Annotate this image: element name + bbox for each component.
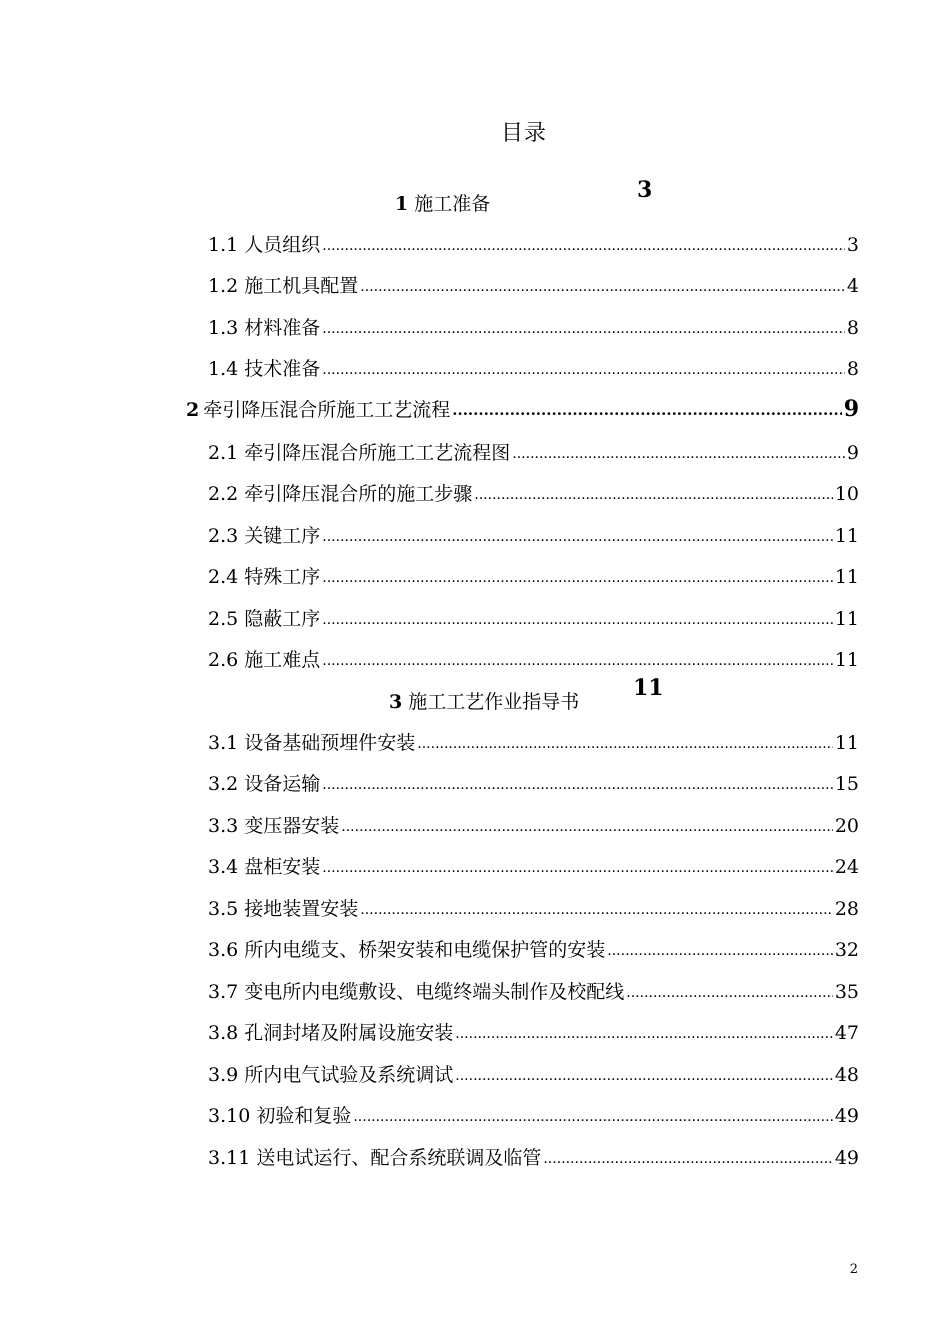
dot-leader bbox=[322, 860, 833, 876]
toc-entry-label: 3.7 变电所内电缆敷设、电缆终端头制作及校配线 bbox=[208, 981, 625, 1003]
footer-page-number: 2 bbox=[849, 1262, 858, 1277]
toc-entry-label: 3.6 所内电缆支、桥架安装和电缆保护管的安装 bbox=[208, 939, 606, 961]
toc-entry[interactable] bbox=[208, 894, 859, 922]
toc-entry-label: 3.2 设备运输 bbox=[208, 773, 321, 795]
toc-entry-label: 2.4 特殊工序 bbox=[208, 566, 321, 588]
dot-leader bbox=[543, 1151, 832, 1167]
chapter-2-heading[interactable] bbox=[186, 395, 859, 423]
toc-entry-page: 15 bbox=[834, 773, 859, 795]
toc-entry[interactable] bbox=[208, 811, 859, 839]
dot-leader bbox=[360, 279, 845, 295]
toc-entry-page: 11 bbox=[834, 525, 859, 547]
toc-entry[interactable] bbox=[208, 977, 859, 1005]
toc-entry-page: 4 bbox=[846, 275, 859, 297]
dot-leader bbox=[341, 819, 833, 835]
chapter-page: 9 bbox=[843, 396, 859, 422]
toc-entry-label: 3.4 盘柜安装 bbox=[208, 856, 321, 878]
dot-leader bbox=[455, 1026, 833, 1042]
toc-entry[interactable] bbox=[208, 271, 859, 299]
dot-leader bbox=[360, 902, 833, 918]
chapter-1-heading[interactable] bbox=[395, 177, 653, 216]
toc-entry-page: 20 bbox=[834, 815, 859, 837]
toc-entry-page: 24 bbox=[834, 856, 859, 878]
toc-entry-label: 3.9 所内电气试验及系统调试 bbox=[208, 1064, 454, 1086]
dot-leader bbox=[452, 401, 841, 419]
toc-entry-label: 3.11 送电试运行、配合系统联调及临管 bbox=[208, 1147, 542, 1169]
chapter-page: 3 bbox=[637, 177, 653, 203]
toc-entry-label: 1.1 人员组织 bbox=[208, 234, 321, 256]
chapter-number: 3 bbox=[389, 691, 403, 713]
page-title: 目录 bbox=[500, 121, 547, 146]
dot-leader bbox=[322, 362, 845, 378]
dot-leader bbox=[417, 736, 833, 752]
toc-entry-label: 2.5 隐蔽工序 bbox=[208, 608, 321, 630]
toc-entry-page: 11 bbox=[834, 732, 859, 754]
toc-entry-page: 8 bbox=[846, 358, 859, 380]
toc-entry-label: 3.1 设备基础预埋件安装 bbox=[208, 732, 416, 754]
toc-entry[interactable] bbox=[208, 521, 859, 549]
toc-entry-label: 2.6 施工难点 bbox=[208, 649, 321, 671]
toc-entry-label: 2.1 牵引降压混合所施工工艺流程图 bbox=[208, 442, 511, 464]
toc-entry-label: 3.5 接地装置安装 bbox=[208, 898, 359, 920]
toc-entry-label: 3.8 孔洞封堵及附属设施安装 bbox=[208, 1022, 454, 1044]
chapter-label: 施工工艺作业指导书 bbox=[408, 691, 580, 713]
toc-entry-page: 11 bbox=[834, 566, 859, 588]
dot-leader bbox=[322, 612, 833, 628]
toc-entry-label: 1.3 材料准备 bbox=[208, 317, 321, 339]
dot-leader bbox=[353, 1109, 832, 1125]
toc-entry-label: 2.2 牵引降压混合所的施工步骤 bbox=[208, 483, 473, 505]
toc-entry-page: 32 bbox=[834, 939, 859, 961]
toc-entry[interactable] bbox=[208, 645, 859, 673]
chapter-label: 施工准备 bbox=[414, 193, 491, 215]
toc-entry-page: 3 bbox=[846, 234, 859, 256]
dot-leader bbox=[512, 446, 845, 462]
chapter-label: 牵引降压混合所施工工艺流程 bbox=[203, 399, 451, 421]
dot-leader bbox=[474, 487, 833, 503]
toc-entry-label: 3.3 变压器安装 bbox=[208, 815, 340, 837]
toc-entry-page: 11 bbox=[834, 608, 859, 630]
dot-leader bbox=[626, 985, 833, 1001]
dot-leader bbox=[322, 529, 833, 545]
dot-leader bbox=[322, 321, 845, 337]
chapter-page: 11 bbox=[633, 675, 664, 701]
toc-entry[interactable] bbox=[208, 1143, 859, 1171]
toc-entry-page: 10 bbox=[834, 483, 859, 505]
toc-entry-page: 9 bbox=[846, 442, 859, 464]
toc-entry-page: 8 bbox=[846, 317, 859, 339]
toc-entry-page: 49 bbox=[834, 1105, 859, 1127]
toc-entry[interactable] bbox=[208, 769, 859, 797]
dot-leader bbox=[322, 653, 833, 669]
toc-entry-label: 1.4 技术准备 bbox=[208, 358, 321, 380]
toc-entry[interactable] bbox=[208, 604, 859, 632]
chapter-3-heading[interactable] bbox=[389, 675, 664, 714]
toc-entry-page: 11 bbox=[834, 649, 859, 671]
toc-entry[interactable] bbox=[208, 935, 859, 963]
toc-entry[interactable] bbox=[208, 1060, 859, 1088]
toc-entry[interactable] bbox=[208, 1018, 859, 1046]
toc-entry[interactable] bbox=[208, 562, 859, 590]
dot-leader bbox=[455, 1068, 833, 1084]
toc-entry[interactable] bbox=[208, 852, 859, 880]
toc-entry[interactable] bbox=[208, 230, 859, 258]
toc-entry[interactable] bbox=[208, 354, 859, 382]
toc-entry[interactable] bbox=[208, 728, 859, 756]
toc-entry-label: 3.10 初验和复验 bbox=[208, 1105, 352, 1127]
toc-entry-page: 48 bbox=[834, 1064, 859, 1086]
dot-leader bbox=[607, 943, 833, 959]
chapter-number: 1 bbox=[395, 193, 409, 215]
toc-entry-label: 2.3 关键工序 bbox=[208, 525, 321, 547]
toc-entry[interactable] bbox=[208, 438, 859, 466]
toc-entry[interactable] bbox=[208, 479, 859, 507]
toc-entry-page: 28 bbox=[834, 898, 859, 920]
toc-entry[interactable] bbox=[208, 313, 859, 341]
toc-entry[interactable] bbox=[208, 1101, 859, 1129]
toc-entry-label: 1.2 施工机具配置 bbox=[208, 275, 359, 297]
toc-entry-page: 49 bbox=[834, 1147, 859, 1169]
dot-leader bbox=[322, 777, 833, 793]
toc-entry-page: 47 bbox=[834, 1022, 859, 1044]
dot-leader bbox=[322, 238, 845, 254]
chapter-number: 2 bbox=[186, 399, 200, 421]
dot-leader bbox=[322, 570, 833, 586]
toc-entry-page: 35 bbox=[834, 981, 859, 1003]
